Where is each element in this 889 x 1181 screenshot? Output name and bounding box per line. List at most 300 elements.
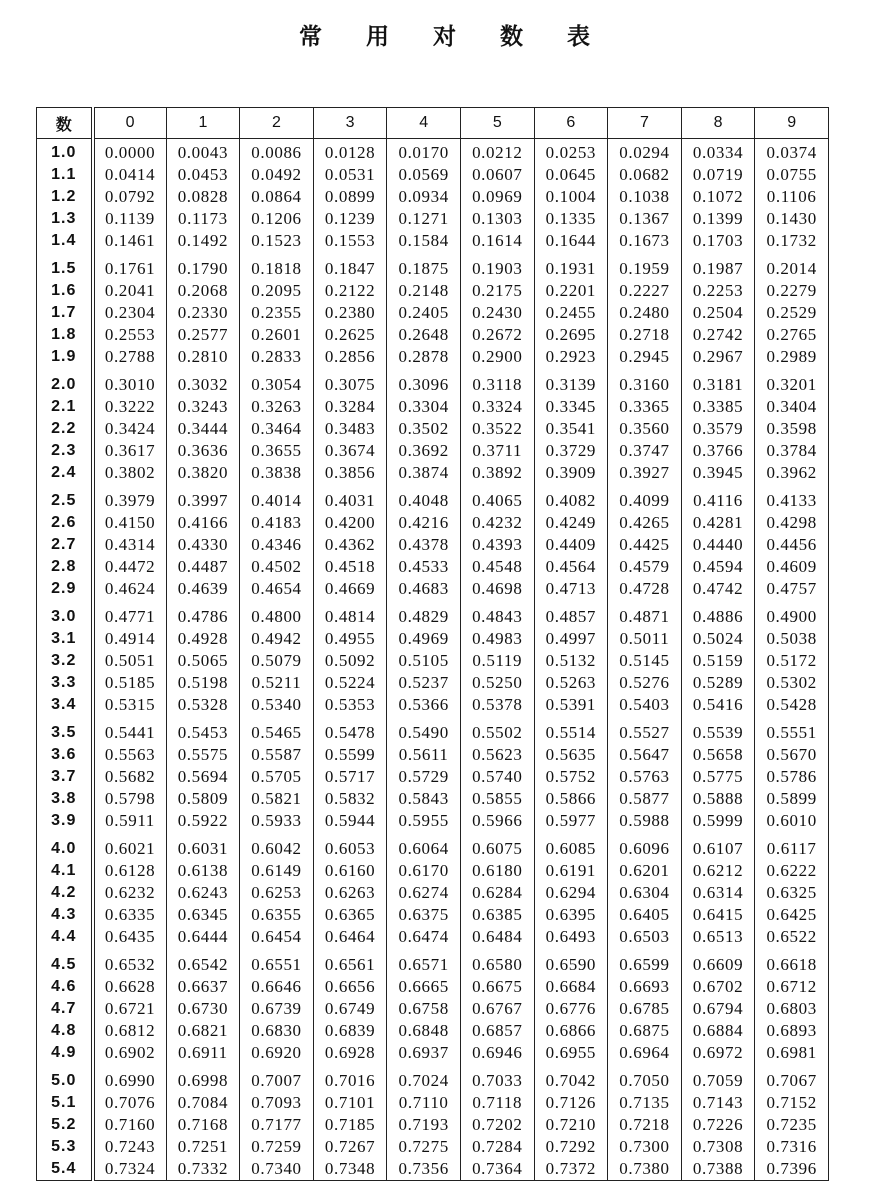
table-cell: 0.5988 [608, 810, 682, 832]
table-cell: 0.5092 [313, 650, 387, 672]
table-cell: 0.5366 [387, 694, 461, 716]
table-cell: 0.5999 [681, 810, 755, 832]
table-row [37, 766, 829, 788]
table-cell: 0.5478 [313, 716, 387, 744]
row-header: 4.2 [37, 882, 93, 904]
table-cell: 0.6684 [534, 976, 608, 998]
table-cell: 0.6551 [240, 948, 314, 976]
table-row [37, 998, 829, 1020]
table-row [37, 396, 829, 418]
table-cell: 0.2923 [534, 346, 608, 368]
table-cell: 0.5717 [313, 766, 387, 788]
table-cell: 0.4183 [240, 512, 314, 534]
table-cell: 0.5132 [534, 650, 608, 672]
table-cell: 0.4548 [460, 556, 534, 578]
table-cell: 0.1931 [534, 252, 608, 280]
table-cell: 0.3424 [93, 418, 167, 440]
table-cell: 0.6767 [460, 998, 534, 1020]
table-row [37, 1092, 829, 1114]
column-header: 2 [240, 108, 314, 139]
table-cell: 0.3598 [755, 418, 829, 440]
table-cell: 0.4942 [240, 628, 314, 650]
table-cell: 0.1703 [681, 230, 755, 252]
table-cell: 0.4265 [608, 512, 682, 534]
table-cell: 0.6263 [313, 882, 387, 904]
table-cell: 0.2856 [313, 346, 387, 368]
table-cell: 0.1584 [387, 230, 461, 252]
table-cell: 0.6128 [93, 860, 167, 882]
table-cell: 0.7168 [166, 1114, 240, 1136]
table-cell: 0.6821 [166, 1020, 240, 1042]
table-row [37, 882, 829, 904]
table-cell: 0.6170 [387, 860, 461, 882]
table-cell: 0.0294 [608, 139, 682, 165]
table-cell: 0.4409 [534, 534, 608, 556]
table-cell: 0.6042 [240, 832, 314, 860]
table-cell: 0.3464 [240, 418, 314, 440]
table-cell: 0.6785 [608, 998, 682, 1020]
table-row [37, 186, 829, 208]
table-cell: 0.3522 [460, 418, 534, 440]
table-cell: 0.4362 [313, 534, 387, 556]
table-cell: 0.3404 [755, 396, 829, 418]
table-cell: 0.5658 [681, 744, 755, 766]
table-cell: 0.6721 [93, 998, 167, 1020]
table-cell: 0.6675 [460, 976, 534, 998]
table-cell: 0.5575 [166, 744, 240, 766]
table-cell: 0.4425 [608, 534, 682, 556]
table-cell: 0.2201 [534, 280, 608, 302]
row-header: 3.4 [37, 694, 93, 716]
table-cell: 0.6375 [387, 904, 461, 926]
table-cell: 0.2253 [681, 280, 755, 302]
table-cell: 0.2279 [755, 280, 829, 302]
table-row [37, 556, 829, 578]
table-cell: 0.6522 [755, 926, 829, 948]
table-row [37, 230, 829, 252]
table-cell: 0.4698 [460, 578, 534, 600]
table-body [37, 139, 829, 1181]
table-cell: 0.6776 [534, 998, 608, 1020]
table-cell: 0.4456 [755, 534, 829, 556]
table-cell: 0.7059 [681, 1064, 755, 1092]
table-row [37, 1136, 829, 1158]
table-cell: 0.4200 [313, 512, 387, 534]
table-cell: 0.2041 [93, 280, 167, 302]
table-cell: 0.5587 [240, 744, 314, 766]
table-cell: 0.3345 [534, 396, 608, 418]
table-cell: 0.1818 [240, 252, 314, 280]
table-cell: 0.5786 [755, 766, 829, 788]
row-header: 5.3 [37, 1136, 93, 1158]
table-cell: 0.6955 [534, 1042, 608, 1064]
table-row [37, 346, 829, 368]
table-cell: 0.5966 [460, 810, 534, 832]
table-cell: 0.6243 [166, 882, 240, 904]
row-header: 4.1 [37, 860, 93, 882]
table-cell: 0.1790 [166, 252, 240, 280]
table-cell: 0.5866 [534, 788, 608, 810]
table-cell: 0.3118 [460, 368, 534, 396]
table-cell: 0.6857 [460, 1020, 534, 1042]
table-cell: 0.4983 [460, 628, 534, 650]
table-cell: 0.6493 [534, 926, 608, 948]
table-cell: 0.2480 [608, 302, 682, 324]
table-cell: 0.5922 [166, 810, 240, 832]
table-cell: 0.4728 [608, 578, 682, 600]
table-row [37, 600, 829, 628]
table-cell: 0.5315 [93, 694, 167, 716]
table-cell: 0.3222 [93, 396, 167, 418]
table-cell: 0.5563 [93, 744, 167, 766]
table-row [37, 832, 829, 860]
table-cell: 0.1271 [387, 208, 461, 230]
table-cell: 0.3766 [681, 440, 755, 462]
table-cell: 0.2900 [460, 346, 534, 368]
table-cell: 0.1959 [608, 252, 682, 280]
table-cell: 0.6561 [313, 948, 387, 976]
table-cell: 0.5763 [608, 766, 682, 788]
table-cell: 0.6542 [166, 948, 240, 976]
table-cell: 0.6021 [93, 832, 167, 860]
table-cell: 0.5079 [240, 650, 314, 672]
table-cell: 0.7372 [534, 1158, 608, 1181]
table-cell: 0.5502 [460, 716, 534, 744]
table-cell: 0.6180 [460, 860, 534, 882]
table-cell: 0.2989 [755, 346, 829, 368]
table-cell: 0.0934 [387, 186, 461, 208]
table-cell: 0.5453 [166, 716, 240, 744]
table-cell: 0.2718 [608, 324, 682, 346]
column-header: 4 [387, 108, 461, 139]
table-cell: 0.4281 [681, 512, 755, 534]
table-cell: 0.4639 [166, 578, 240, 600]
table-cell: 0.5705 [240, 766, 314, 788]
table-cell: 0.1399 [681, 208, 755, 230]
row-header: 1.0 [37, 139, 93, 165]
table-cell: 0.0414 [93, 164, 167, 186]
row-header: 2.7 [37, 534, 93, 556]
table-row [37, 926, 829, 948]
table-cell: 0.1072 [681, 186, 755, 208]
table-cell: 0.4969 [387, 628, 461, 650]
table-cell: 0.6730 [166, 998, 240, 1020]
table-cell: 0.6884 [681, 1020, 755, 1042]
table-cell: 0.7016 [313, 1064, 387, 1092]
table-cell: 0.4487 [166, 556, 240, 578]
table-cell: 0.6464 [313, 926, 387, 948]
table-cell: 0.0170 [387, 139, 461, 165]
table-cell: 0.5821 [240, 788, 314, 810]
table-cell: 0.6484 [460, 926, 534, 948]
table-cell: 0.2068 [166, 280, 240, 302]
table-cell: 0.5250 [460, 672, 534, 694]
table-cell: 0.4609 [755, 556, 829, 578]
table-cell: 0.5328 [166, 694, 240, 716]
table-cell: 0.3010 [93, 368, 167, 396]
table-row [37, 1042, 829, 1064]
row-header: 4.4 [37, 926, 93, 948]
table-cell: 0.6972 [681, 1042, 755, 1064]
table-cell: 0.5276 [608, 672, 682, 694]
table-cell: 0.2810 [166, 346, 240, 368]
table-cell: 0.6712 [755, 976, 829, 998]
table-cell: 0.3181 [681, 368, 755, 396]
table-cell: 0.7185 [313, 1114, 387, 1136]
table-cell: 0.6618 [755, 948, 829, 976]
table-cell: 0.5224 [313, 672, 387, 694]
table-cell: 0.1335 [534, 208, 608, 230]
table-cell: 0.6830 [240, 1020, 314, 1042]
table-cell: 0.3243 [166, 396, 240, 418]
table-cell: 0.4814 [313, 600, 387, 628]
table-cell: 0.7193 [387, 1114, 461, 1136]
table-cell: 0.6580 [460, 948, 534, 976]
table-cell: 0.0334 [681, 139, 755, 165]
table-cell: 0.6749 [313, 998, 387, 1020]
table-cell: 0.2553 [93, 324, 167, 346]
table-cell: 0.3874 [387, 462, 461, 484]
table-cell: 0.1206 [240, 208, 314, 230]
row-header: 3.6 [37, 744, 93, 766]
table-cell: 0.4533 [387, 556, 461, 578]
table-cell: 0.4742 [681, 578, 755, 600]
table-cell: 0.6304 [608, 882, 682, 904]
row-header: 1.9 [37, 346, 93, 368]
table-cell: 0.4757 [755, 578, 829, 600]
table-cell: 0.6946 [460, 1042, 534, 1064]
row-header: 5.2 [37, 1114, 93, 1136]
table-cell: 0.7177 [240, 1114, 314, 1136]
table-row [37, 1158, 829, 1181]
table-cell: 0.4900 [755, 600, 829, 628]
table-cell: 0.2122 [313, 280, 387, 302]
table-cell: 0.3802 [93, 462, 167, 484]
table-cell: 0.7210 [534, 1114, 608, 1136]
table-cell: 0.5752 [534, 766, 608, 788]
table-cell: 0.3560 [608, 418, 682, 440]
table-cell: 0.3054 [240, 368, 314, 396]
table-row [37, 1020, 829, 1042]
table-cell: 0.6365 [313, 904, 387, 926]
table-cell: 0.1038 [608, 186, 682, 208]
table-cell: 0.3674 [313, 440, 387, 462]
table-cell: 0.6064 [387, 832, 461, 860]
table-cell: 0.5670 [755, 744, 829, 766]
table-cell: 0.5911 [93, 810, 167, 832]
table-cell: 0.6513 [681, 926, 755, 948]
row-header: 2.1 [37, 396, 93, 418]
table-cell: 0.6599 [608, 948, 682, 976]
table-cell: 0.5809 [166, 788, 240, 810]
table-cell: 0.7267 [313, 1136, 387, 1158]
table-row [37, 208, 829, 230]
table-cell: 0.2625 [313, 324, 387, 346]
table-row [37, 164, 829, 186]
corner-header: 数 [37, 108, 93, 139]
row-header: 3.3 [37, 672, 93, 694]
table-cell: 0.5843 [387, 788, 461, 810]
table-cell: 0.2967 [681, 346, 755, 368]
table-cell: 0.7024 [387, 1064, 461, 1092]
table-cell: 0.6911 [166, 1042, 240, 1064]
table-row [37, 948, 829, 976]
table-row [37, 462, 829, 484]
row-header: 4.5 [37, 948, 93, 976]
table-cell: 0.5403 [608, 694, 682, 716]
table-cell: 0.6160 [313, 860, 387, 882]
row-header: 3.9 [37, 810, 93, 832]
table-cell: 0.1367 [608, 208, 682, 230]
table-cell: 0.4843 [460, 600, 534, 628]
table-cell: 0.4914 [93, 628, 167, 650]
table-cell: 0.7235 [755, 1114, 829, 1136]
table-cell: 0.6355 [240, 904, 314, 926]
table-cell: 0.3263 [240, 396, 314, 418]
table-cell: 0.1173 [166, 208, 240, 230]
table-cell: 0.6314 [681, 882, 755, 904]
table-cell: 0.4298 [755, 512, 829, 534]
table-cell: 0.3747 [608, 440, 682, 462]
table-cell: 0.3075 [313, 368, 387, 396]
table-cell: 0.2878 [387, 346, 461, 368]
row-header: 1.8 [37, 324, 93, 346]
row-header: 5.0 [37, 1064, 93, 1092]
table-cell: 0.5211 [240, 672, 314, 694]
table-cell: 0.3962 [755, 462, 829, 484]
table-row [37, 744, 829, 766]
table-cell: 0.5611 [387, 744, 461, 766]
table-cell: 0.2430 [460, 302, 534, 324]
table-cell: 0.5038 [755, 628, 829, 650]
table-cell: 0.7118 [460, 1092, 534, 1114]
table-cell: 0.2742 [681, 324, 755, 346]
table-cell: 0.6758 [387, 998, 461, 1020]
row-header: 1.6 [37, 280, 93, 302]
table-cell: 0.3617 [93, 440, 167, 462]
table-cell: 0.2355 [240, 302, 314, 324]
table-cell: 0.4928 [166, 628, 240, 650]
row-header: 2.0 [37, 368, 93, 396]
table-cell: 0.3838 [240, 462, 314, 484]
table-cell: 0.5391 [534, 694, 608, 716]
table-cell: 0.5832 [313, 788, 387, 810]
table-cell: 0.6053 [313, 832, 387, 860]
table-cell: 0.5899 [755, 788, 829, 810]
table-cell: 0.4829 [387, 600, 461, 628]
table-cell: 0.6010 [755, 810, 829, 832]
table-cell: 0.5635 [534, 744, 608, 766]
table-cell: 0.7218 [608, 1114, 682, 1136]
table-cell: 0.4048 [387, 484, 461, 512]
table-cell: 0.5514 [534, 716, 608, 744]
table-cell: 0.7110 [387, 1092, 461, 1114]
table-cell: 0.7380 [608, 1158, 682, 1181]
table-cell: 0.5490 [387, 716, 461, 744]
table-cell: 0.1673 [608, 230, 682, 252]
table-cell: 0.7135 [608, 1092, 682, 1114]
table-row [37, 534, 829, 556]
row-header: 2.8 [37, 556, 93, 578]
table-cell: 0.3856 [313, 462, 387, 484]
row-header: 2.2 [37, 418, 93, 440]
table-cell: 0.3784 [755, 440, 829, 462]
table-cell: 0.6031 [166, 832, 240, 860]
table-cell: 0.0253 [534, 139, 608, 165]
table-cell: 0.4955 [313, 628, 387, 650]
table-cell: 0.6628 [93, 976, 167, 998]
table-cell: 0.6138 [166, 860, 240, 882]
table-cell: 0.0828 [166, 186, 240, 208]
table-cell: 0.1553 [313, 230, 387, 252]
table-cell: 0.3945 [681, 462, 755, 484]
table-cell: 0.6117 [755, 832, 829, 860]
row-header: 1.3 [37, 208, 93, 230]
table-cell: 0.3579 [681, 418, 755, 440]
column-header: 1 [166, 108, 240, 139]
table-cell: 0.4564 [534, 556, 608, 578]
table-cell: 0.6964 [608, 1042, 682, 1064]
table-cell: 0.0492 [240, 164, 314, 186]
table-cell: 0.3365 [608, 396, 682, 418]
table-cell: 0.5119 [460, 650, 534, 672]
table-cell: 0.3927 [608, 462, 682, 484]
table-cell: 0.2504 [681, 302, 755, 324]
table-cell: 0.4065 [460, 484, 534, 512]
table-cell: 0.2765 [755, 324, 829, 346]
table-cell: 0.2148 [387, 280, 461, 302]
table-header-row [37, 108, 829, 139]
table-cell: 0.2175 [460, 280, 534, 302]
table-cell: 0.1523 [240, 230, 314, 252]
table-row [37, 484, 829, 512]
table-cell: 0.0864 [240, 186, 314, 208]
table-cell: 0.6571 [387, 948, 461, 976]
table-cell: 0.4393 [460, 534, 534, 556]
table-row [37, 628, 829, 650]
table-cell: 0.4997 [534, 628, 608, 650]
table-cell: 0.6803 [755, 998, 829, 1020]
table-cell: 0.7284 [460, 1136, 534, 1158]
table-cell: 0.6656 [313, 976, 387, 998]
table-cell: 0.6848 [387, 1020, 461, 1042]
table-cell: 0.7275 [387, 1136, 461, 1158]
table-cell: 0.7364 [460, 1158, 534, 1181]
table-cell: 0.5353 [313, 694, 387, 716]
table-cell: 0.6325 [755, 882, 829, 904]
table-cell: 0.5933 [240, 810, 314, 832]
table-row [37, 302, 829, 324]
table-cell: 0.6920 [240, 1042, 314, 1064]
table-cell: 0.6990 [93, 1064, 167, 1092]
table-cell: 0.5024 [681, 628, 755, 650]
table-cell: 0.3997 [166, 484, 240, 512]
table-cell: 0.6981 [755, 1042, 829, 1064]
table-cell: 0.4099 [608, 484, 682, 512]
table-cell: 0.2014 [755, 252, 829, 280]
table-cell: 0.7126 [534, 1092, 608, 1114]
table-cell: 0.4440 [681, 534, 755, 556]
table-cell: 0.7101 [313, 1092, 387, 1114]
table-cell: 0.6222 [755, 860, 829, 882]
table-cell: 0.4654 [240, 578, 314, 600]
table-cell: 0.5729 [387, 766, 461, 788]
table-cell: 0.5011 [608, 628, 682, 650]
table-cell: 0.2304 [93, 302, 167, 324]
table-cell: 0.3385 [681, 396, 755, 418]
table-cell: 0.6637 [166, 976, 240, 998]
table-cell: 0.4594 [681, 556, 755, 578]
